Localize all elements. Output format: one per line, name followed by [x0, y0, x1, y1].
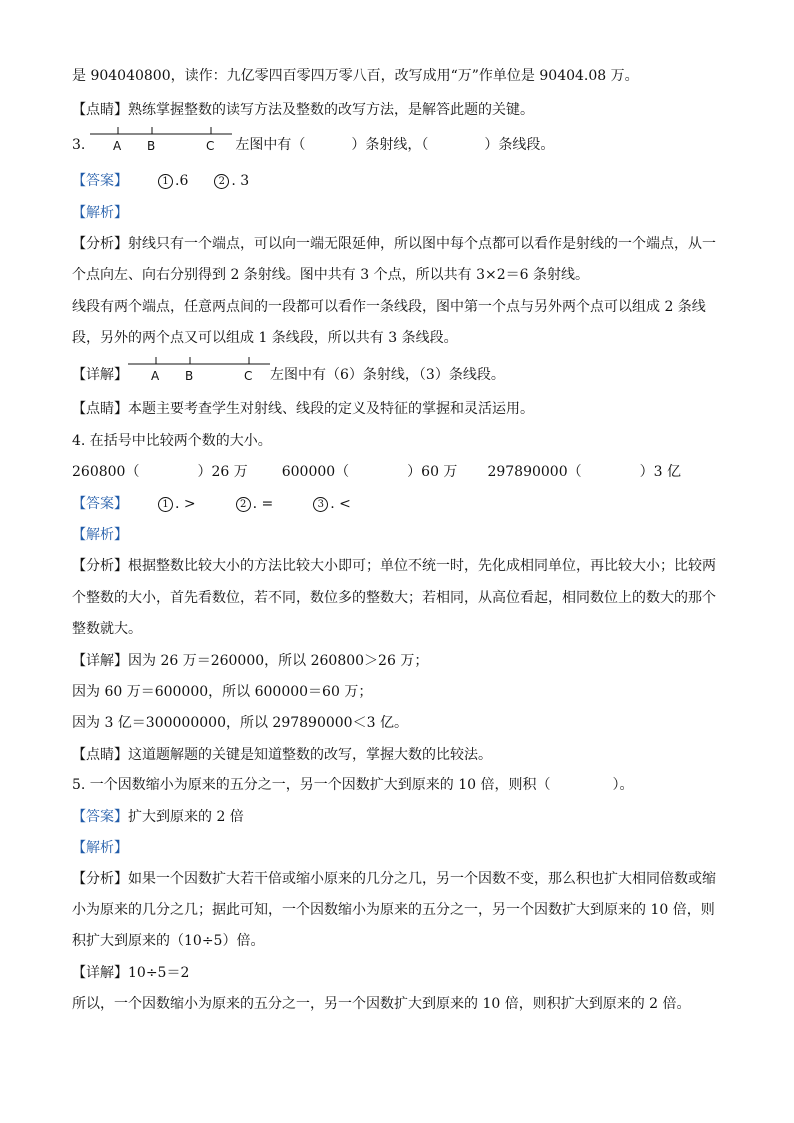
detail-line: 因为 60 万＝600000，所以 600000＝60 万；: [72, 684, 373, 700]
point-label-c: C: [206, 139, 215, 153]
xiangjie-tag: 【详解】: [72, 653, 128, 669]
analysis-line: 小为原来的几分之几；据此可知，一个因数缩小为原来的五分之一，另一个因数扩大到原来的 10 倍，则: [72, 902, 715, 918]
stem-part: 左图中有（: [235, 137, 306, 153]
answer-row: [72, 807, 244, 827]
jiexi-tag: 【解析】: [72, 527, 128, 543]
compare-right: ）3 亿: [639, 464, 681, 480]
answer-tag: 【答案】: [72, 809, 128, 825]
circled-number: 1: [158, 174, 173, 189]
analysis-line: [72, 234, 716, 254]
answer-row: [72, 494, 351, 514]
question-4-title: 4. 在括号中比较两个数的大小。: [72, 433, 272, 449]
text-line: 是 904040800，读作：九亿零四百零四万零八百，改写成用“万”作单位是 90404.08 万。: [72, 68, 639, 84]
tip-row: [72, 100, 534, 120]
answer-value: . 3: [231, 173, 250, 189]
fenxi-tag: 【分析】: [72, 871, 128, 887]
answer-value: . >: [175, 496, 196, 512]
tip-tag: 【点睛】: [72, 401, 128, 417]
circled-number: 1: [158, 497, 173, 512]
analysis-line: [72, 556, 716, 576]
tip-tag: 【点睛】: [72, 747, 128, 763]
analysis-line: 个整数的大小，首先看数位，若不同，数位多的整数大；若相同，从高位看起，相同数位上的数大的那个: [72, 590, 716, 606]
point-label-b: B: [185, 369, 194, 383]
question-5-stem: [72, 775, 634, 795]
stem-part: 5. 一个因数缩小为原来的五分之一，另一个因数扩大到原来的 10 倍，则积（: [72, 777, 551, 793]
detail-line: [72, 963, 189, 983]
stem-part: ）条线段。: [484, 137, 555, 153]
xiangjie-tag: 【详解】: [72, 965, 128, 981]
point-label-c: C: [244, 369, 253, 383]
point-label-a: A: [113, 139, 122, 153]
answer-value: . =: [252, 496, 274, 512]
tip-tag: 【点睛】: [72, 102, 128, 118]
stem-part: ）。: [612, 777, 634, 793]
circled-number: 3: [313, 497, 328, 512]
xiangjie-tag: 【详解】: [72, 367, 128, 383]
tip-row: [72, 745, 492, 765]
conclusion-line: 所以，一个因数缩小为原来的五分之一，另一个因数扩大到原来的 10 倍，则积扩大到原来的 2 倍。: [72, 996, 691, 1012]
analysis-line: 线段有两个端点，任意两点间的一段都可以看作一条线段，图中第一个点与另外两个点可以组成 2 条线: [72, 299, 706, 315]
analysis-line: [72, 869, 716, 889]
question-number: 3.: [72, 137, 86, 153]
analysis-text: 如果一个因数扩大若干倍或缩小原来的几分之几，另一个因数不变，那么积也扩大相同倍数或缩: [128, 871, 716, 887]
line-segment-diagram: [128, 354, 273, 384]
answer-value: . <: [330, 496, 351, 512]
analysis-line: 积扩大到原来的（10÷5）倍。: [72, 933, 265, 949]
analysis-line: 个点向左、向右分别得到 2 条射线。图中共有 3 个点，所以共有 3×2＝6 条射线。: [72, 267, 589, 283]
detail-line: [72, 651, 428, 671]
point-label-a: A: [151, 369, 160, 383]
detail-text: 左图中有（6）条射线，（3）条线段。: [270, 367, 505, 383]
analysis-text: 射线只有一个端点，可以向一端无限延伸，所以图中每个点都可以看作是射线的一个端点，从一: [128, 236, 716, 252]
answer-tag: 【答案】: [72, 496, 128, 512]
tip-row: [72, 399, 534, 419]
analysis-line: 整数就大。: [72, 621, 142, 637]
circled-number: 2: [236, 497, 251, 512]
circled-number: 2: [214, 174, 229, 189]
tip-text: 本题主要考查学生对射线、线段的定义及特征的掌握和灵活运用。: [128, 401, 534, 417]
compare-left: 297890000（: [487, 464, 582, 480]
answer-value: 扩大到原来的 2 倍: [128, 809, 244, 825]
question-4-items: [72, 462, 681, 482]
point-label-b: B: [147, 139, 156, 153]
tip-text: 这道题解题的关键是知道整数的改写，掌握大数的比较法。: [128, 747, 492, 763]
analysis-text: 根据整数比较大小的方法比较大小即可；单位不统一时，先化成相同单位，再比较大小；比较两: [128, 558, 716, 574]
compare-right: ）26 万: [197, 464, 248, 480]
fenxi-tag: 【分析】: [72, 558, 128, 574]
compare-left: 260800（: [72, 464, 140, 480]
compare-right: ）60 万: [407, 464, 458, 480]
answer-row: [72, 171, 249, 191]
answer-value: .6: [175, 173, 189, 189]
detail-text: 10÷5＝2: [128, 965, 190, 981]
detail-text: 因为 26 万＝260000，所以 260800＞26 万；: [128, 653, 429, 669]
stem-part: ）条射线，（: [351, 137, 429, 153]
tip-text: 熟练掌握整数的读写方法及整数的改写方法，是解答此题的关键。: [128, 102, 534, 118]
analysis-line: 段，另外的两个点又可以组成 1 条线段，所以共有 3 条线段。: [72, 330, 458, 346]
jiexi-tag: 【解析】: [72, 840, 128, 856]
answer-tag: 【答案】: [72, 173, 128, 189]
compare-left: 600000（: [281, 464, 350, 480]
jiexi-tag: 【解析】: [72, 205, 128, 221]
line-segment-diagram: [90, 124, 235, 154]
detail-line: 因为 3 亿＝300000000，所以 297890000＜3 亿。: [72, 715, 408, 731]
fenxi-tag: 【分析】: [72, 236, 128, 252]
